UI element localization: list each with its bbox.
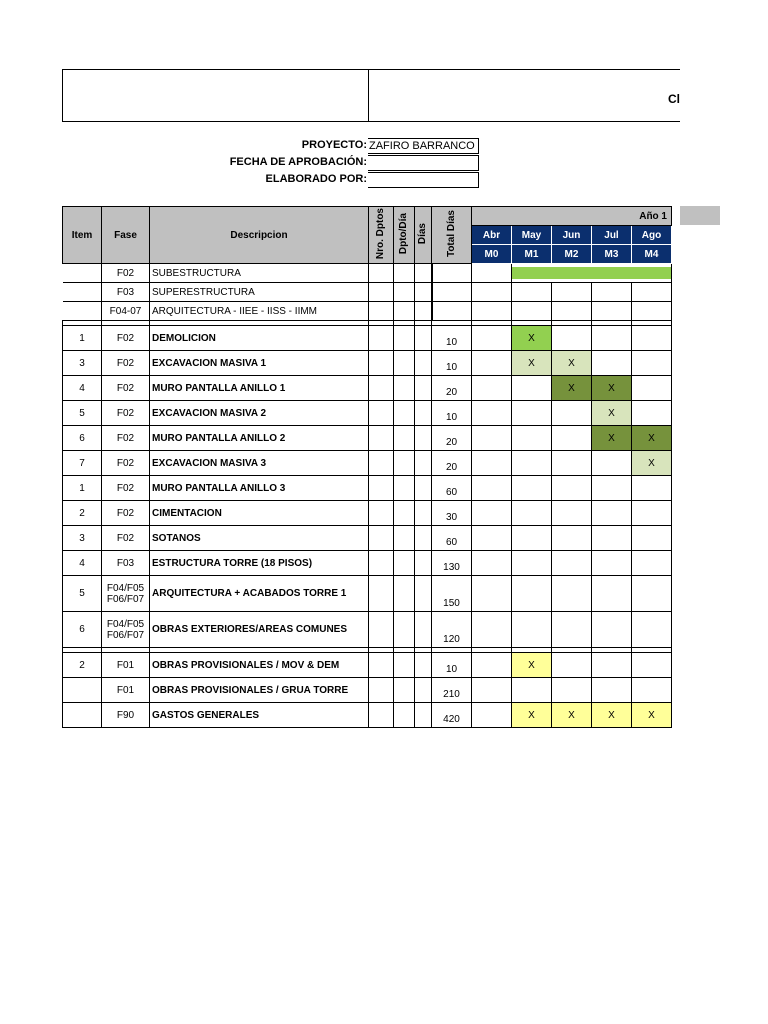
task-fase-cell[interactable]: F01 xyxy=(102,678,150,703)
task-dpto-dia-cell[interactable] xyxy=(394,351,415,376)
task-item-cell[interactable]: 7 xyxy=(63,451,102,476)
task-item-cell[interactable]: 4 xyxy=(63,551,102,576)
phase-bar xyxy=(592,267,632,279)
task-row xyxy=(63,476,672,501)
task-item-cell[interactable]: 1 xyxy=(63,476,102,501)
schedule-empty-cell[interactable] xyxy=(592,351,632,376)
schedule-empty-cell[interactable] xyxy=(472,376,512,401)
task-row xyxy=(63,326,672,351)
schedule-empty-cell[interactable] xyxy=(512,576,552,612)
general-row xyxy=(63,653,672,678)
schedule-empty-cell[interactable] xyxy=(592,612,632,648)
task-dias-cell[interactable] xyxy=(415,551,432,576)
schedule-empty-cell[interactable] xyxy=(552,401,592,426)
project-value[interactable]: ZAFIRO BARRANCO xyxy=(368,138,479,154)
approval-date-label: FECHA DE APROBACIÓN: xyxy=(229,156,367,168)
schedule-mark-cell[interactable]: X xyxy=(592,401,632,426)
schedule-empty-cell[interactable] xyxy=(512,526,552,551)
schedule-empty-cell[interactable] xyxy=(512,426,552,451)
phase-dias-cell[interactable] xyxy=(415,283,432,302)
schedule-mark-cell[interactable]: X xyxy=(632,451,672,476)
schedule-empty-cell[interactable] xyxy=(592,653,632,678)
month-code-m4: M4 xyxy=(632,245,672,264)
schedule-empty-cell[interactable] xyxy=(472,476,512,501)
month-header-jul: Jul xyxy=(592,226,632,245)
phase-dpto-dia-cell[interactable] xyxy=(394,264,415,283)
task-descripcion-cell[interactable]: ESTRUCTURA TORRE (18 PISOS) xyxy=(150,551,369,576)
task-fase-cell[interactable]: F90 xyxy=(102,703,150,728)
task-dpto-dia-cell[interactable] xyxy=(394,653,415,678)
task-descripcion-cell[interactable]: ARQUITECTURA + ACABADOS TORRE 1 xyxy=(150,576,369,612)
phase-nro-dptos-cell[interactable] xyxy=(369,264,394,283)
task-total-cell[interactable]: 20 xyxy=(432,426,472,451)
schedule-empty-cell[interactable] xyxy=(592,678,632,703)
task-dpto-dia-cell[interactable] xyxy=(394,551,415,576)
schedule-empty-cell[interactable] xyxy=(632,576,672,612)
schedule-empty-cell[interactable] xyxy=(632,376,672,401)
schedule-mark-cell[interactable]: X xyxy=(512,351,552,376)
task-total-cell[interactable]: 210 xyxy=(432,678,472,703)
schedule-empty-cell[interactable] xyxy=(552,653,592,678)
phase-month-cell[interactable] xyxy=(512,264,552,283)
task-dias-cell[interactable] xyxy=(415,612,432,648)
schedule-mark-cell[interactable]: X xyxy=(552,376,592,401)
task-item-cell[interactable]: 3 xyxy=(63,526,102,551)
schedule-empty-cell[interactable] xyxy=(552,551,592,576)
schedule-empty-cell[interactable] xyxy=(592,326,632,351)
task-dias-cell[interactable] xyxy=(415,703,432,728)
month-code-m2: M2 xyxy=(552,245,592,264)
phase-item-cell[interactable] xyxy=(63,264,102,283)
phase-fase-cell[interactable]: F03 xyxy=(102,283,150,302)
phase-nro-dptos-cell[interactable] xyxy=(369,302,394,321)
schedule-empty-cell[interactable] xyxy=(552,501,592,526)
task-item-cell[interactable]: 1 xyxy=(63,326,102,351)
schedule-empty-cell[interactable] xyxy=(552,576,592,612)
phase-dias-cell[interactable] xyxy=(415,264,432,283)
month-header-abr: Abr xyxy=(472,226,512,245)
month-header-jun: Jun xyxy=(552,226,592,245)
schedule-empty-cell[interactable] xyxy=(632,351,672,376)
schedule-empty-cell[interactable] xyxy=(552,526,592,551)
schedule-empty-cell[interactable] xyxy=(552,678,592,703)
task-total-cell[interactable]: 10 xyxy=(432,653,472,678)
col-descripcion-header: Descripcion xyxy=(150,207,369,264)
task-dias-cell[interactable] xyxy=(415,501,432,526)
schedule-empty-cell[interactable] xyxy=(472,612,512,648)
schedule-empty-cell[interactable] xyxy=(472,451,512,476)
phase-row xyxy=(63,302,672,321)
task-descripcion-cell[interactable]: EXCAVACION MASIVA 2 xyxy=(150,401,369,426)
task-dpto-dia-cell[interactable] xyxy=(394,426,415,451)
schedule-empty-cell[interactable] xyxy=(512,678,552,703)
task-item-cell[interactable] xyxy=(63,703,102,728)
month-header-may: May xyxy=(512,226,552,245)
phase-month-cell[interactable] xyxy=(632,302,672,321)
col-item-header: Item xyxy=(63,207,102,264)
task-dpto-dia-cell[interactable] xyxy=(394,451,415,476)
phase-month-cell[interactable] xyxy=(592,302,632,321)
task-dpto-dia-cell[interactable] xyxy=(394,376,415,401)
task-total-cell[interactable]: 150 xyxy=(432,576,472,612)
task-fase-cell[interactable]: F02 xyxy=(102,351,150,376)
schedule-grid xyxy=(62,206,672,728)
month-code-m1: M1 xyxy=(512,245,552,264)
phase-bar xyxy=(632,267,672,279)
task-total-cell[interactable]: 10 xyxy=(432,326,472,351)
task-nro-dptos-cell[interactable] xyxy=(369,376,394,401)
schedule-empty-cell[interactable] xyxy=(592,576,632,612)
task-item-cell[interactable]: 4 xyxy=(63,376,102,401)
schedule-empty-cell[interactable] xyxy=(512,451,552,476)
phase-row xyxy=(63,264,672,283)
phase-item-cell[interactable] xyxy=(63,302,102,321)
task-total-cell[interactable]: 30 xyxy=(432,501,472,526)
schedule-empty-cell[interactable] xyxy=(632,476,672,501)
task-total-cell[interactable]: 60 xyxy=(432,526,472,551)
general-row xyxy=(63,703,672,728)
year-header: Año 1 xyxy=(472,207,672,226)
task-item-cell[interactable]: 2 xyxy=(63,653,102,678)
schedule-empty-cell[interactable] xyxy=(512,551,552,576)
task-descripcion-cell[interactable]: OBRAS PROVISIONALES / GRUA TORRE xyxy=(150,678,369,703)
task-item-cell[interactable] xyxy=(63,678,102,703)
task-item-cell[interactable]: 6 xyxy=(63,426,102,451)
schedule-empty-cell[interactable] xyxy=(472,426,512,451)
phase-month-cell[interactable] xyxy=(512,302,552,321)
task-nro-dptos-cell[interactable] xyxy=(369,551,394,576)
task-dias-cell[interactable] xyxy=(415,401,432,426)
schedule-empty-cell[interactable] xyxy=(472,326,512,351)
phase-dpto-dia-cell[interactable] xyxy=(394,302,415,321)
year-header-overflow xyxy=(680,206,720,225)
col-total-dias-header: Total Días xyxy=(445,209,457,258)
task-total-cell[interactable]: 60 xyxy=(432,476,472,501)
schedule-empty-cell[interactable] xyxy=(552,326,592,351)
phase-descripcion-cell[interactable]: SUPERESTRUCTURA xyxy=(150,283,369,302)
task-total-cell[interactable]: 420 xyxy=(432,703,472,728)
phase-month-cell[interactable] xyxy=(512,283,552,302)
task-dpto-dia-cell[interactable] xyxy=(394,703,415,728)
task-row xyxy=(63,451,672,476)
task-row xyxy=(63,612,672,648)
task-nro-dptos-cell[interactable] xyxy=(369,653,394,678)
task-fase-cell[interactable]: F02 xyxy=(102,376,150,401)
phase-row xyxy=(63,283,672,302)
task-row xyxy=(63,576,672,612)
task-descripcion-cell[interactable]: OBRAS EXTERIORES/AREAS COMUNES xyxy=(150,612,369,648)
schedule-empty-cell[interactable] xyxy=(472,526,512,551)
schedule-mark-cell[interactable]: X xyxy=(592,426,632,451)
schedule-empty-cell[interactable] xyxy=(632,653,672,678)
col-fase-header: Fase xyxy=(102,207,150,264)
schedule-empty-cell[interactable] xyxy=(552,426,592,451)
task-total-cell[interactable]: 10 xyxy=(432,401,472,426)
schedule-empty-cell[interactable] xyxy=(472,703,512,728)
task-dpto-dia-cell[interactable] xyxy=(394,476,415,501)
schedule-mark-cell[interactable]: X xyxy=(512,326,552,351)
task-fase-cell[interactable]: F04/F05 F06/F07 xyxy=(102,576,150,612)
task-descripcion-cell[interactable]: MURO PANTALLA ANILLO 1 xyxy=(150,376,369,401)
month-header-ago: Ago xyxy=(632,226,672,245)
task-nro-dptos-cell[interactable] xyxy=(369,426,394,451)
task-total-cell[interactable]: 130 xyxy=(432,551,472,576)
schedule-empty-cell[interactable] xyxy=(552,451,592,476)
task-fase-cell[interactable]: F02 xyxy=(102,451,150,476)
phase-month-cell[interactable] xyxy=(552,264,592,283)
task-dpto-dia-cell[interactable] xyxy=(394,526,415,551)
task-dias-cell[interactable] xyxy=(415,678,432,703)
phase-fase-cell[interactable]: F02 xyxy=(102,264,150,283)
header-title: Cl xyxy=(668,92,680,106)
task-descripcion-cell[interactable]: MURO PANTALLA ANILLO 2 xyxy=(150,426,369,451)
task-descripcion-cell[interactable]: CIMENTACION xyxy=(150,501,369,526)
phase-total-cell[interactable] xyxy=(432,264,472,283)
schedule-empty-cell[interactable] xyxy=(512,501,552,526)
prepared-by-value[interactable] xyxy=(368,172,479,188)
schedule-empty-cell[interactable] xyxy=(632,612,672,648)
col-dpto-dia-header: Dpto/Día xyxy=(398,212,409,255)
task-total-cell[interactable]: 20 xyxy=(432,451,472,476)
task-dias-cell[interactable] xyxy=(415,653,432,678)
task-nro-dptos-cell[interactable] xyxy=(369,501,394,526)
schedule-empty-cell[interactable] xyxy=(592,501,632,526)
task-row xyxy=(63,401,672,426)
task-dpto-dia-cell[interactable] xyxy=(394,612,415,648)
phase-month-cell[interactable] xyxy=(592,264,632,283)
schedule-empty-cell[interactable] xyxy=(472,351,512,376)
task-fase-cell[interactable]: F02 xyxy=(102,526,150,551)
phase-month-cell[interactable] xyxy=(552,283,592,302)
phase-bar xyxy=(552,267,592,279)
task-nro-dptos-cell[interactable] xyxy=(369,351,394,376)
task-row xyxy=(63,426,672,451)
schedule-empty-cell[interactable] xyxy=(632,526,672,551)
phase-month-cell[interactable] xyxy=(472,264,512,283)
task-fase-cell[interactable]: F02 xyxy=(102,501,150,526)
month-code-m0: M0 xyxy=(472,245,512,264)
task-item-cell[interactable]: 3 xyxy=(63,351,102,376)
task-dias-cell[interactable] xyxy=(415,351,432,376)
schedule-empty-cell[interactable] xyxy=(472,576,512,612)
task-descripcion-cell[interactable]: GASTOS GENERALES xyxy=(150,703,369,728)
schedule-empty-cell[interactable] xyxy=(632,501,672,526)
phase-dias-cell[interactable] xyxy=(415,302,432,321)
task-dias-cell[interactable] xyxy=(415,376,432,401)
task-fase-cell[interactable]: F03 xyxy=(102,551,150,576)
schedule-mark-cell[interactable]: X xyxy=(552,351,592,376)
task-total-cell[interactable]: 120 xyxy=(432,612,472,648)
approval-date-value[interactable] xyxy=(368,155,479,171)
month-code-m3: M3 xyxy=(592,245,632,264)
schedule-empty-cell[interactable] xyxy=(632,401,672,426)
task-descripcion-cell[interactable]: OBRAS PROVISIONALES / MOV & DEM xyxy=(150,653,369,678)
schedule-empty-cell[interactable] xyxy=(472,501,512,526)
schedule-empty-cell[interactable] xyxy=(552,476,592,501)
schedule-empty-cell[interactable] xyxy=(472,653,512,678)
schedule-empty-cell[interactable] xyxy=(472,678,512,703)
phase-total-cell[interactable] xyxy=(432,283,472,302)
phase-item-cell[interactable] xyxy=(63,283,102,302)
task-nro-dptos-cell[interactable] xyxy=(369,326,394,351)
task-fase-cell[interactable]: F02 xyxy=(102,401,150,426)
prepared-by-label: ELABORADO POR: xyxy=(265,173,367,185)
schedule-mark-cell[interactable]: X xyxy=(512,653,552,678)
task-descripcion-cell[interactable]: EXCAVACION MASIVA 3 xyxy=(150,451,369,476)
schedule-empty-cell[interactable] xyxy=(592,526,632,551)
schedule-mark-cell[interactable]: X xyxy=(512,703,552,728)
task-nro-dptos-cell[interactable] xyxy=(369,703,394,728)
task-nro-dptos-cell[interactable] xyxy=(369,476,394,501)
task-item-cell[interactable]: 5 xyxy=(63,576,102,612)
schedule-empty-cell[interactable] xyxy=(632,326,672,351)
task-dpto-dia-cell[interactable] xyxy=(394,326,415,351)
task-fase-cell[interactable]: F04/F05 F06/F07 xyxy=(102,612,150,648)
task-row xyxy=(63,551,672,576)
general-row xyxy=(63,678,672,703)
schedule-empty-cell[interactable] xyxy=(592,551,632,576)
task-row xyxy=(63,351,672,376)
phase-nro-dptos-cell[interactable] xyxy=(369,283,394,302)
phase-bar xyxy=(512,267,552,279)
task-dpto-dia-cell[interactable] xyxy=(394,501,415,526)
task-dias-cell[interactable] xyxy=(415,526,432,551)
task-total-cell[interactable]: 20 xyxy=(432,376,472,401)
task-nro-dptos-cell[interactable] xyxy=(369,612,394,648)
col-nro-dptos-header: Nro. Dptos xyxy=(375,207,386,260)
phase-month-cell[interactable] xyxy=(472,302,512,321)
task-row xyxy=(63,526,672,551)
task-fase-cell[interactable]: F02 xyxy=(102,426,150,451)
phase-month-cell[interactable] xyxy=(592,283,632,302)
task-nro-dptos-cell[interactable] xyxy=(369,526,394,551)
task-dias-cell[interactable] xyxy=(415,426,432,451)
schedule-mark-cell[interactable]: X xyxy=(552,703,592,728)
task-nro-dptos-cell[interactable] xyxy=(369,576,394,612)
task-nro-dptos-cell[interactable] xyxy=(369,451,394,476)
task-descripcion-cell[interactable]: EXCAVACION MASIVA 1 xyxy=(150,351,369,376)
task-dpto-dia-cell[interactable] xyxy=(394,576,415,612)
phase-month-cell[interactable] xyxy=(632,264,672,283)
task-dias-cell[interactable] xyxy=(415,476,432,501)
task-dias-cell[interactable] xyxy=(415,451,432,476)
phase-dpto-dia-cell[interactable] xyxy=(394,283,415,302)
schedule-empty-cell[interactable] xyxy=(632,551,672,576)
task-item-cell[interactable]: 6 xyxy=(63,612,102,648)
phase-month-cell[interactable] xyxy=(472,283,512,302)
schedule-empty-cell[interactable] xyxy=(512,401,552,426)
task-row xyxy=(63,501,672,526)
schedule-empty-cell[interactable] xyxy=(472,401,512,426)
phase-descripcion-cell[interactable]: ARQUITECTURA - IIEE - IISS - IIMM xyxy=(150,302,369,321)
header-title-box xyxy=(368,69,680,122)
task-dias-cell[interactable] xyxy=(415,576,432,612)
schedule-empty-cell[interactable] xyxy=(552,612,592,648)
schedule-empty-cell[interactable] xyxy=(592,476,632,501)
schedule-empty-cell[interactable] xyxy=(512,612,552,648)
task-dias-cell[interactable] xyxy=(415,326,432,351)
task-row xyxy=(63,376,672,401)
task-dpto-dia-cell[interactable] xyxy=(394,401,415,426)
phase-month-cell[interactable] xyxy=(632,283,672,302)
task-fase-cell[interactable]: F02 xyxy=(102,476,150,501)
schedule-empty-cell[interactable] xyxy=(632,678,672,703)
task-descripcion-cell[interactable]: MURO PANTALLA ANILLO 3 xyxy=(150,476,369,501)
col-dias-header: Días xyxy=(417,222,428,245)
schedule-mark-cell[interactable]: X xyxy=(632,426,672,451)
project-label: PROYECTO: xyxy=(301,139,367,151)
schedule-empty-cell[interactable] xyxy=(592,451,632,476)
schedule-mark-cell[interactable]: X xyxy=(592,703,632,728)
task-fase-cell[interactable]: F02 xyxy=(102,326,150,351)
task-total-cell[interactable]: 10 xyxy=(432,351,472,376)
header-logo-box xyxy=(62,69,369,122)
task-descripcion-cell[interactable]: DEMOLICION xyxy=(150,326,369,351)
schedule-empty-cell[interactable] xyxy=(512,476,552,501)
phase-total-cell[interactable] xyxy=(432,302,472,321)
schedule-empty-cell[interactable] xyxy=(472,551,512,576)
phase-month-cell[interactable] xyxy=(552,302,592,321)
task-dpto-dia-cell[interactable] xyxy=(394,678,415,703)
task-descripcion-cell[interactable]: SOTANOS xyxy=(150,526,369,551)
phase-descripcion-cell[interactable]: SUBESTRUCTURA xyxy=(150,264,369,283)
task-fase-cell[interactable]: F01 xyxy=(102,653,150,678)
task-item-cell[interactable]: 5 xyxy=(63,401,102,426)
schedule-mark-cell[interactable]: X xyxy=(592,376,632,401)
schedule-mark-cell[interactable]: X xyxy=(632,703,672,728)
task-item-cell[interactable]: 2 xyxy=(63,501,102,526)
task-nro-dptos-cell[interactable] xyxy=(369,401,394,426)
schedule-empty-cell[interactable] xyxy=(512,376,552,401)
task-nro-dptos-cell[interactable] xyxy=(369,678,394,703)
phase-fase-cell[interactable]: F04-07 xyxy=(102,302,150,321)
